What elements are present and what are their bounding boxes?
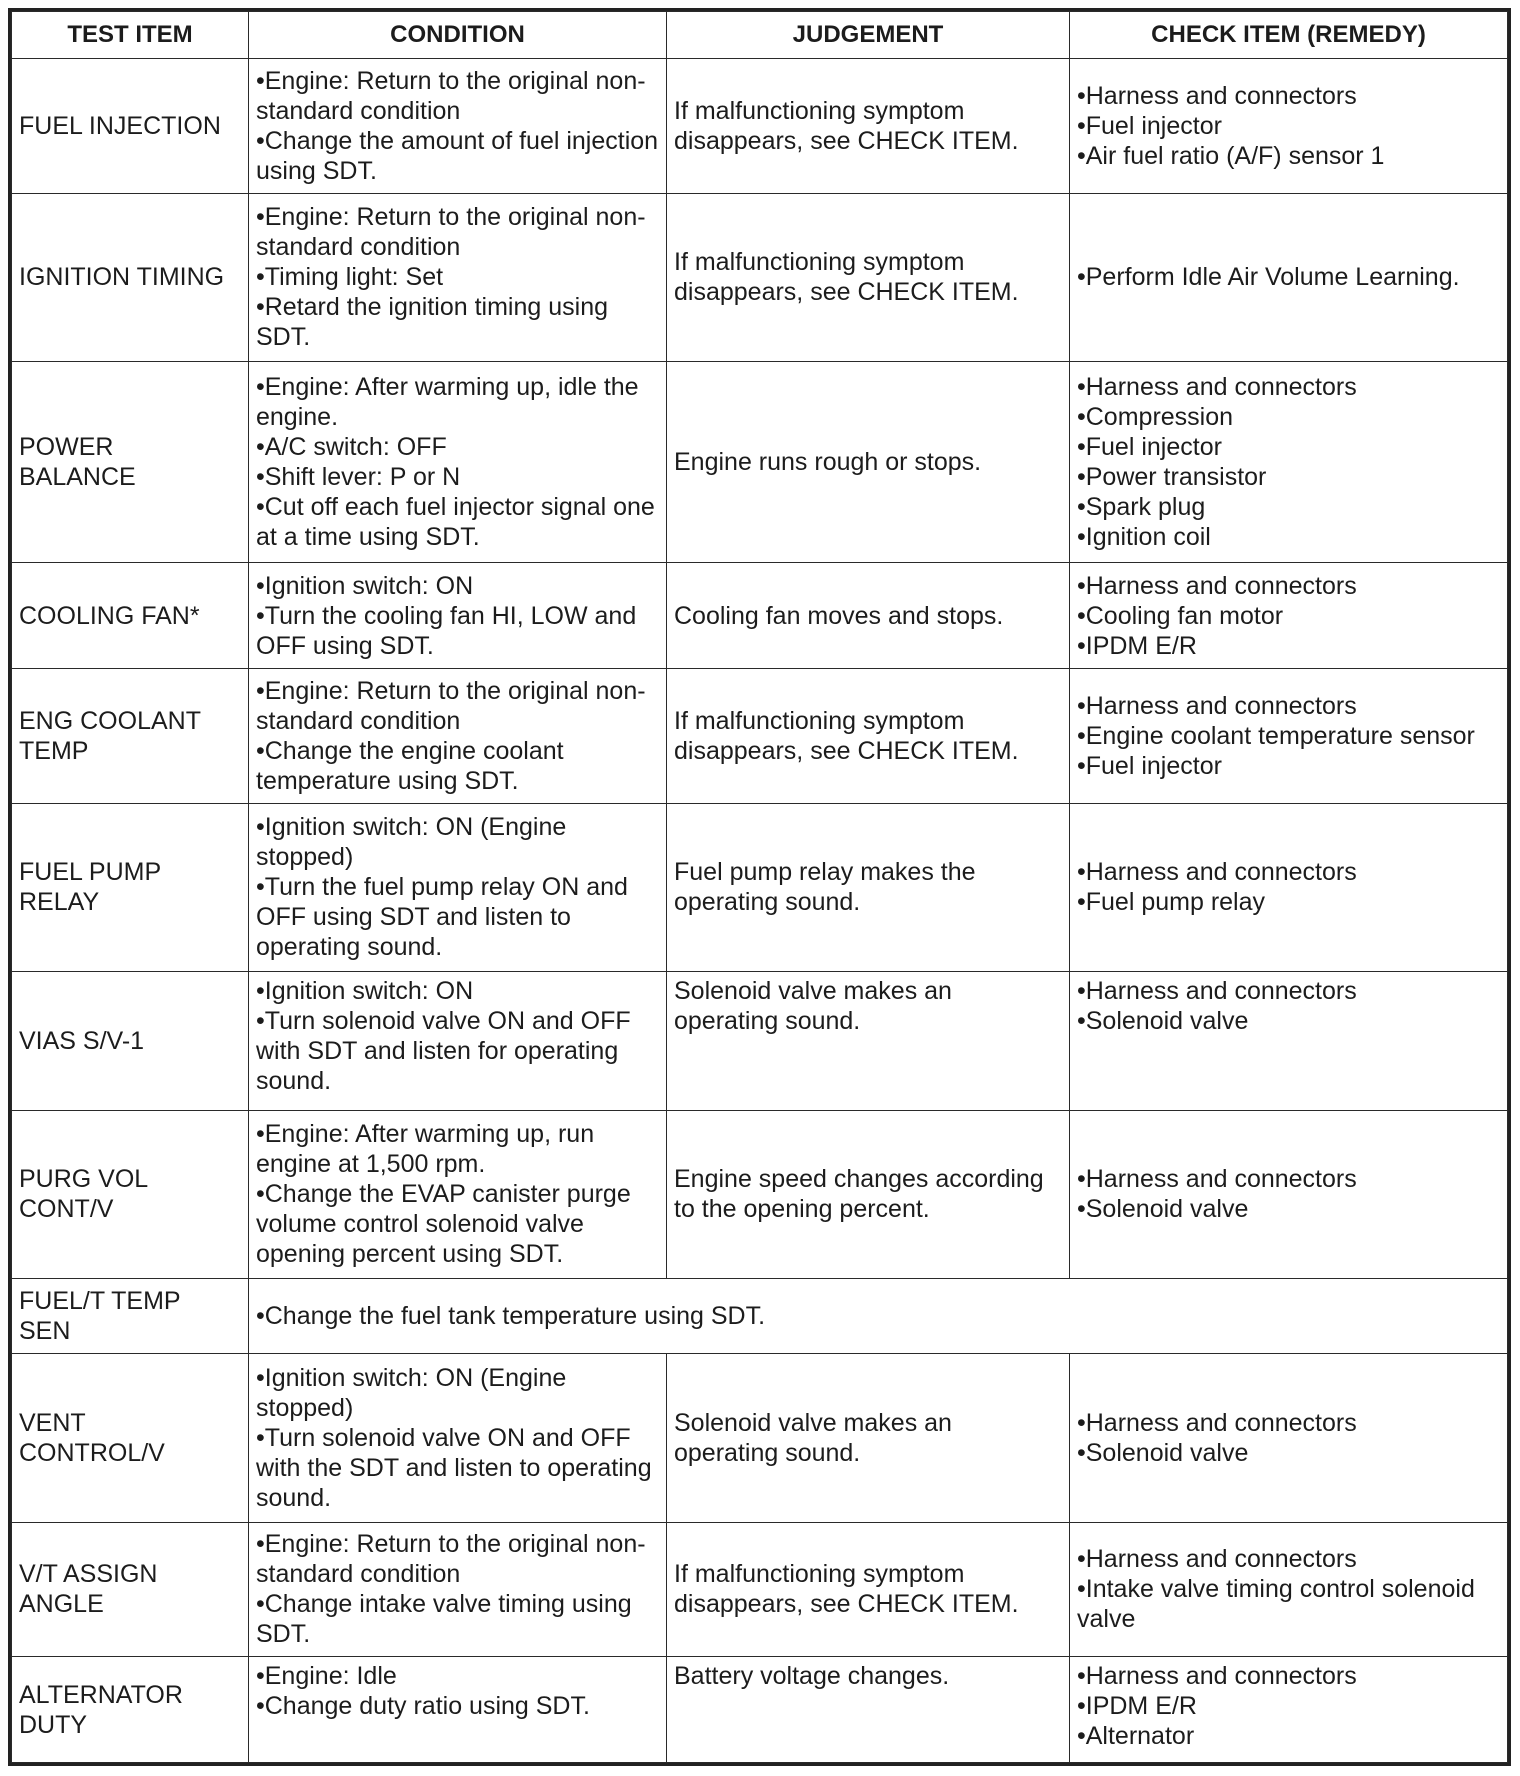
check-item-cell-line: •Harness and connectors	[1077, 858, 1357, 887]
check-item-cell-line: •Solenoid valve	[1077, 1195, 1249, 1224]
test-item-cell-line: DUTY	[19, 1710, 88, 1739]
judgement-cell-line: If malfunctioning symptom disappears, see CHECK ITEM.	[674, 96, 1019, 155]
test-item-cell-line: FUEL INJECTION	[19, 111, 221, 140]
test-item-cell	[12, 1522, 249, 1657]
test-item-cell-line: SEN	[19, 1317, 71, 1346]
judgement-cell	[667, 803, 1070, 971]
check-item-cell	[1070, 563, 1508, 669]
condition-cell-line: •Cut off each fuel injector signal one at a time using SDT.	[256, 492, 655, 551]
judgement-cell-line: Fuel pump relay makes the operating sound.	[674, 858, 976, 917]
check-item-cell-line: •Air fuel ratio (A/F) sensor 1	[1077, 141, 1385, 170]
test-item-cell	[12, 1110, 249, 1278]
judgement-cell	[667, 668, 1070, 803]
condition-cell	[249, 803, 667, 971]
judgement-cell-line: Solenoid valve makes an operating sound.	[674, 1409, 952, 1468]
check-item-cell	[1070, 59, 1508, 194]
check-item-cell-line: •Solenoid valve	[1077, 1439, 1249, 1468]
condition-cell	[249, 1522, 667, 1657]
condition-cell-line: •Ignition switch: ON	[256, 976, 474, 1005]
judgement-cell	[667, 59, 1070, 194]
check-item-cell-line: •IPDM E/R	[1077, 631, 1197, 660]
test-item-cell	[12, 668, 249, 803]
condition-cell-line: •A/C switch: OFF	[256, 432, 447, 461]
check-item-cell-line: •Engine coolant temperature sensor	[1077, 721, 1475, 750]
test-item-cell-line: POWER	[19, 432, 114, 461]
header-condition: CONDITION	[249, 12, 667, 59]
condition-cell-line: •Change duty ratio using SDT.	[256, 1692, 590, 1721]
condition-cell-line: •Retard the ignition timing using SDT.	[256, 293, 609, 352]
check-item-cell	[1070, 803, 1508, 971]
check-item-cell-line: •Harness and connectors	[1077, 1165, 1357, 1194]
condition-cell-line: •Ignition switch: ON	[256, 571, 474, 600]
judgement-cell	[667, 361, 1070, 562]
condition-cell-line: •Engine: After warming up, run engine at 1,500 rpm.	[256, 1120, 595, 1179]
judgement-cell	[667, 563, 1070, 669]
test-item-cell-line: RELAY	[19, 888, 100, 917]
condition-cell	[249, 1110, 667, 1278]
test-item-cell	[12, 361, 249, 562]
test-item-cell-line: ANGLE	[19, 1590, 104, 1619]
judgement-cell-line: Battery voltage changes.	[674, 1662, 950, 1691]
judgement-cell-line: Solenoid valve makes an operating sound.	[674, 976, 952, 1035]
active-test-table	[11, 11, 1508, 1763]
check-item-cell-line: •Harness and connectors	[1077, 1545, 1357, 1574]
judgement-cell-line: Engine runs rough or stops.	[674, 447, 982, 476]
check-item-cell-line: •Harness and connectors	[1077, 81, 1357, 110]
judgement-cell	[667, 1522, 1070, 1657]
check-item-cell	[1070, 1354, 1508, 1522]
table-row	[12, 803, 1508, 971]
check-item-cell-line: •Fuel pump relay	[1077, 888, 1266, 917]
table-row	[12, 1354, 1508, 1522]
condition-cell-line: •Turn solenoid valve ON and OFF with SDT and listen for operating sound.	[256, 1006, 631, 1095]
check-item-cell-line: •Fuel injector	[1077, 432, 1222, 461]
check-item-cell-line: •Ignition coil	[1077, 522, 1211, 551]
table-body	[12, 59, 1508, 1763]
condition-cell-line: •Engine: After warming up, idle the engine.	[256, 372, 639, 431]
condition-cell-line: •Turn the cooling fan HI, LOW and OFF using SDT.	[256, 601, 637, 660]
check-item-cell	[1070, 668, 1508, 803]
test-item-cell-line: BALANCE	[19, 462, 136, 491]
check-item-cell-line: •Power transistor	[1077, 462, 1267, 491]
condition-cell-line: •Engine: Return to the original non-standard condition	[256, 1530, 646, 1589]
table-row	[12, 361, 1508, 562]
table-row	[12, 1657, 1508, 1763]
test-item-cell	[12, 1278, 249, 1354]
test-item-cell-line: FUEL PUMP	[19, 858, 162, 887]
check-item-cell-line: •Perform Idle Air Volume Learning.	[1077, 263, 1460, 292]
check-item-cell-line: •Spark plug	[1077, 492, 1206, 521]
condition-cell	[249, 668, 667, 803]
condition-cell	[249, 193, 667, 361]
check-item-cell-line: •Solenoid valve	[1077, 1006, 1249, 1035]
test-item-cell	[12, 1354, 249, 1522]
table-row	[12, 193, 1508, 361]
check-item-cell-line: •Harness and connectors	[1077, 691, 1357, 720]
test-item-cell-line: FUEL/T TEMP	[19, 1287, 181, 1316]
condition-cell	[249, 1354, 667, 1522]
merged-condition-cell	[249, 1278, 1508, 1354]
condition-cell-line: •Ignition switch: ON (Engine stopped)	[256, 1364, 567, 1423]
check-item-cell-line: •Harness and connectors	[1077, 571, 1357, 600]
judgement-cell	[667, 193, 1070, 361]
check-item-cell-line: •Harness and connectors	[1077, 1662, 1357, 1691]
active-test-table-document	[8, 8, 1511, 1766]
condition-cell	[249, 361, 667, 562]
judgement-cell-line: If malfunctioning symptom disappears, see CHECK ITEM.	[674, 706, 1019, 765]
test-item-cell	[12, 803, 249, 971]
judgement-cell	[667, 1110, 1070, 1278]
check-item-cell-line: •Harness and connectors	[1077, 976, 1357, 1005]
test-item-cell	[12, 971, 249, 1110]
check-item-cell	[1070, 1657, 1508, 1763]
check-item-cell-line: •IPDM E/R	[1077, 1692, 1197, 1721]
table-row	[12, 1522, 1508, 1657]
condition-cell	[249, 563, 667, 669]
check-item-cell-line: •Fuel injector	[1077, 751, 1222, 780]
check-item-cell	[1070, 971, 1508, 1110]
condition-cell-line: •Engine: Return to the original non-standard condition	[256, 676, 646, 735]
test-item-cell-line: IGNITION TIMING	[19, 263, 225, 292]
test-item-cell-line: CONT/V	[19, 1195, 114, 1224]
check-item-cell-line: •Cooling fan motor	[1077, 601, 1284, 630]
test-item-cell	[12, 1657, 249, 1763]
check-item-cell-line: •Intake valve timing control solenoid valve	[1077, 1575, 1475, 1634]
check-item-cell-line: •Harness and connectors	[1077, 372, 1357, 401]
table-row	[12, 59, 1508, 194]
table-row	[12, 668, 1508, 803]
judgement-cell-line: Cooling fan moves and stops.	[674, 601, 1004, 630]
header-test-item: TEST ITEM	[12, 12, 249, 59]
condition-cell-line: •Change intake valve timing using SDT.	[256, 1590, 632, 1649]
condition-cell-line: •Turn solenoid valve ON and OFF with the SDT and listen to operating sound.	[256, 1424, 652, 1513]
judgement-cell-line: Engine speed changes according to the opening percent.	[674, 1165, 1044, 1224]
condition-cell-line: •Engine: Idle	[256, 1662, 397, 1691]
header-judgement: JUDGEMENT	[667, 12, 1070, 59]
header-check-item: CHECK ITEM (REMEDY)	[1070, 12, 1508, 59]
condition-cell	[249, 59, 667, 194]
condition-cell-line: •Change the engine coolant temperature using SDT.	[256, 736, 564, 795]
test-item-cell-line: TEMP	[19, 736, 89, 765]
test-item-cell-line: CONTROL/V	[19, 1439, 165, 1468]
condition-cell	[249, 1657, 667, 1763]
condition-cell-line: •Ignition switch: ON (Engine stopped)	[256, 813, 567, 872]
table-row	[12, 1278, 1508, 1354]
test-item-cell	[12, 193, 249, 361]
check-item-cell	[1070, 193, 1508, 361]
test-item-cell-line: COOLING FAN*	[19, 601, 200, 630]
judgement-cell-line: If malfunctioning symptom disappears, see CHECK ITEM.	[674, 248, 1019, 307]
test-item-cell-line: ALTERNATOR	[19, 1680, 183, 1709]
condition-cell-line: •Timing light: Set	[256, 263, 444, 292]
check-item-cell-line: •Alternator	[1077, 1722, 1195, 1751]
condition-cell-line: •Change the EVAP canister purge volume control solenoid valve opening percent using SDT.	[256, 1180, 631, 1269]
check-item-cell-line: •Fuel injector	[1077, 111, 1222, 140]
condition-cell-line: •Shift lever: P or N	[256, 462, 461, 491]
judgement-cell	[667, 971, 1070, 1110]
test-item-cell-line: ENG COOLANT	[19, 706, 201, 735]
test-item-cell-line: VIAS S/V-1	[19, 1026, 145, 1055]
condition-cell	[249, 971, 667, 1110]
judgement-cell	[667, 1354, 1070, 1522]
test-item-cell	[12, 59, 249, 194]
condition-cell-line: •Change the amount of fuel injection using SDT.	[256, 126, 659, 185]
check-item-cell-line: •Harness and connectors	[1077, 1409, 1357, 1438]
test-item-cell-line: PURG VOL	[19, 1165, 149, 1194]
condition-cell-line: •Turn the fuel pump relay ON and OFF using SDT and listen to operating sound.	[256, 873, 628, 962]
condition-cell-line: •Engine: Return to the original non-standard condition	[256, 203, 646, 262]
test-item-cell	[12, 563, 249, 669]
check-item-cell	[1070, 1522, 1508, 1657]
check-item-cell	[1070, 361, 1508, 562]
check-item-cell	[1070, 1110, 1508, 1278]
table-header-row	[12, 12, 1508, 59]
judgement-cell-line: If malfunctioning symptom disappears, see CHECK ITEM.	[674, 1560, 1019, 1619]
condition-cell-line: •Engine: Return to the original non-standard condition	[256, 66, 646, 125]
test-item-cell-line: VENT	[19, 1409, 86, 1438]
table-row	[12, 971, 1508, 1110]
table-row	[12, 1110, 1508, 1278]
check-item-cell-line: •Compression	[1077, 402, 1234, 431]
table-row	[12, 563, 1508, 669]
judgement-cell	[667, 1657, 1070, 1763]
merged-condition-text: •Change the fuel tank temperature using SDT.	[256, 1302, 766, 1331]
test-item-cell-line: V/T ASSIGN	[19, 1560, 158, 1589]
